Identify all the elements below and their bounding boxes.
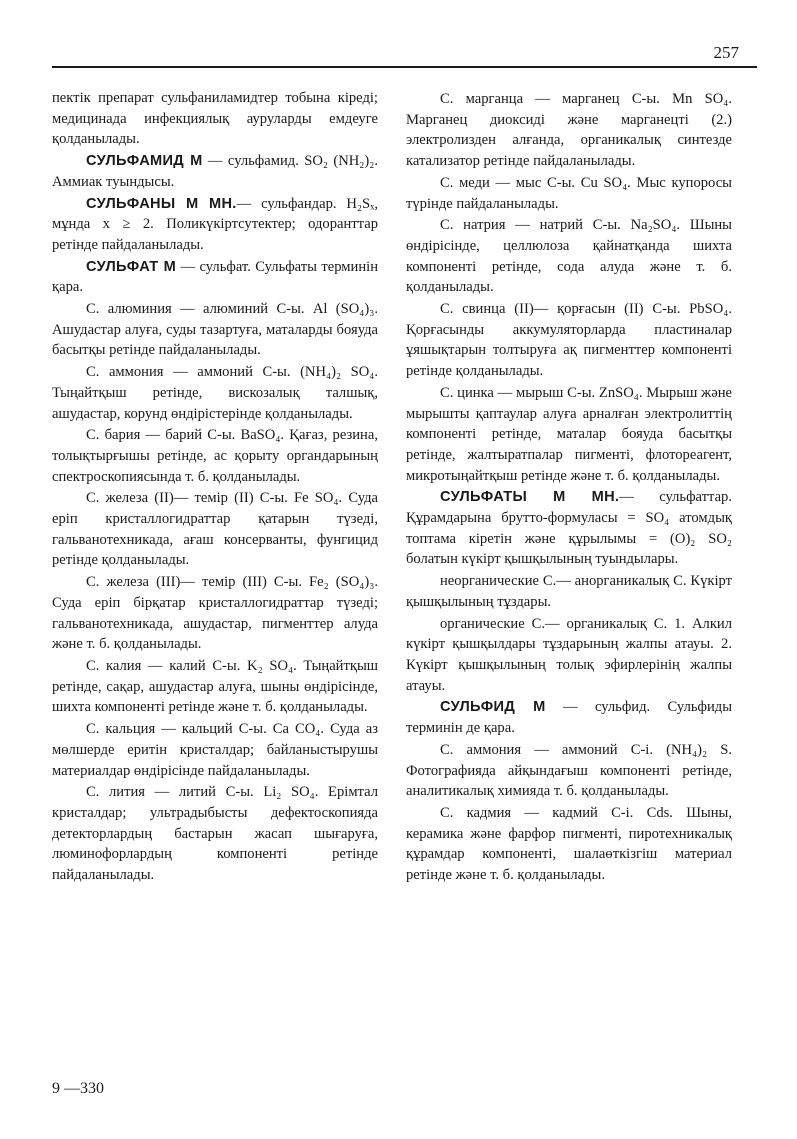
paragraph: пектік препарат сульфаниламидтер тобына кіреді; медицинада инфекциялық ауруларды емдеуге қолданылады. [52,90,378,148]
paragraph: С. кальция — кальций С-ы. Ca CO₄. Суда аз мөлшерде еритін кристалдар; байланыстырушы материалдар өндірісінде пайдаланылады. [52,721,378,779]
dictionary-entry [406,487,732,570]
entry-text: — сульфаттар. Құрамдарына брутто-формуласы = SO₄ атомдық топтама кіретін және құрылымы = (O)₂ SO₂ болатын күкірт қышқылының туындылары. [406,489,732,568]
entry-text: — сульфат. Сульфаты терминін қара. [52,258,379,296]
header-rule [52,66,757,68]
paragraph: неорганические С.— анорганикалық С. Күкірт қышқылының тұздары. [406,573,732,610]
entry-text: — сульфид. Сульфиды терминін де қара. [406,699,733,737]
dictionary-entry [52,151,378,192]
entry-headword: СУЛЬФИД М [440,699,546,716]
entry-headword: СУЛЬФАТ М [86,258,177,275]
dictionary-entry [52,194,378,256]
entry-headword: СУЛЬФАНЫ М МН. [86,195,237,212]
paragraph: С. кадмия — кадмий С-і. Cds. Шыны, керамика және фарфор пигменті, пиротехникалық құрамдар компоненті, шалаөткізгіш материал ретінде және т. б. қолданылады. [406,804,732,884]
paragraph: С. железа (III)— темір (III) С-ы. Fe₂ (SO₄)₃. Суда еріп бірқатар кристаллогидраттар түзеді; гальванотехникада, ашудастар, пигменттер алуда және т. б. қолданылады. [52,574,378,653]
paragraph: С. натрия — натрий С-ы. Na₂SO₄. Шыны өндірісінде, целлюлоза қайнатқанда шихта компоненті ретінде, сода алуда және т. б. қолданылады. [406,217,732,296]
paragraph: С. аммония — аммоний С-і. (NH₄)₂ S. Фотографияда айқындағыш компоненті ретінде, аналитикалық химияда т. б. қолданылады. [406,741,732,800]
page-number: 257 [713,43,739,62]
paragraph: С. лития — литий С-ы. Li₂ SO₄. Ерімтал кристалдар; ультрадыбысты дефектоскопияда детекторлардың бастарын жасап шығаруға, люминофорлардың компоненті ретінде пайдаланылады. [52,784,378,884]
paragraph: С. меди — мыс С-ы. Cu SO₄. Мыс купоросы түрінде пайдаланылады. [406,174,732,212]
paragraph: С. аммония — аммоний С-ы. (NH₄)₂ SO₄. Тыңайтқыш ретінде, вискозалық талшық, ашудастар, корунд өндірістерінде қолданылады. [52,364,378,422]
paragraph: С. бария — барий С-ы. BaSO₄. Қағаз, резина, толықтырғышы ретінде, ас қорыту органдарының спектроскопиясында т. б. қолданылады. [52,427,378,485]
left-column [52,88,378,886]
entry-text: — сульфамид. SO₂ (NH₂)₂. Аммиак туындысы. [52,153,378,190]
entry-text: — сульфандар. H₂Sₓ, мұнда x ≥ 2. Поликүкіртсутектер; одоранттар ретінде пайдаланылады. [52,195,378,253]
right-column [406,88,732,886]
entry-headword: СУЛЬФАТЫ М МН. [440,489,620,506]
paragraph: С. свинца (II)— қорғасын (II) С-ы. PbSO₄. Қорғасынды аккумуляторларда пластиналар ұяшықтарын толтыруға ақ пигменттер компоненті ретінде қолданылады. [406,301,732,380]
dictionary-entry [52,257,378,298]
paragraph: С. алюминия — алюминий С-ы. Al (SO₄)₃. Ашудастар алуға, суды тазартуға, маталарды бояуда басытқы ретінде пайдаланылады. [52,301,378,359]
printer-signature: 9 —330 [52,1080,104,1097]
paragraph: С. марганца — марганец С-ы. Mn SO₄. Марганец диоксиді және марганецті (2.) электролизден алғанда, органикалық синтезде катализатор ретінде пайдаланылады. [406,91,732,170]
paragraph: С. железа (II)— темір (II) С-ы. Fe SO₄. Суда еріп кристаллогидраттар қатарын түзеді, гальванотехникада, ағаш консерванты, фунгицид ретінде қолданылады. [52,490,378,569]
paragraph: С. калия — калий С-ы. K₂ SO₄. Тыңайтқыш ретінде, сақар, ашудастар алуға, шыны өндірісінде, шихта компоненті ретінде және т. б. қолданылады. [52,657,378,716]
paragraph: органические С.— органикалық С. 1. Алкил күкірт қышқылдары тұздарының жалпы атауы. 2. Күкірт қышқылының толық эфирлерінің жалпы атауы. [406,615,732,694]
entry-headword: СУЛЬФАМИД М [86,153,203,170]
paragraph: С. цинка — мырыш С-ы. ZnSO₄. Мырыш және мырышты қаптаулар алуға арналған электролиттің компоненті ретінде, маталар бояуда басытқы ретінде, жалтыратпалар пигменті, флотореагент, микротыңайтқыш ретінде және т. б. қолданылады. [406,384,732,484]
dictionary-entry [406,697,732,738]
